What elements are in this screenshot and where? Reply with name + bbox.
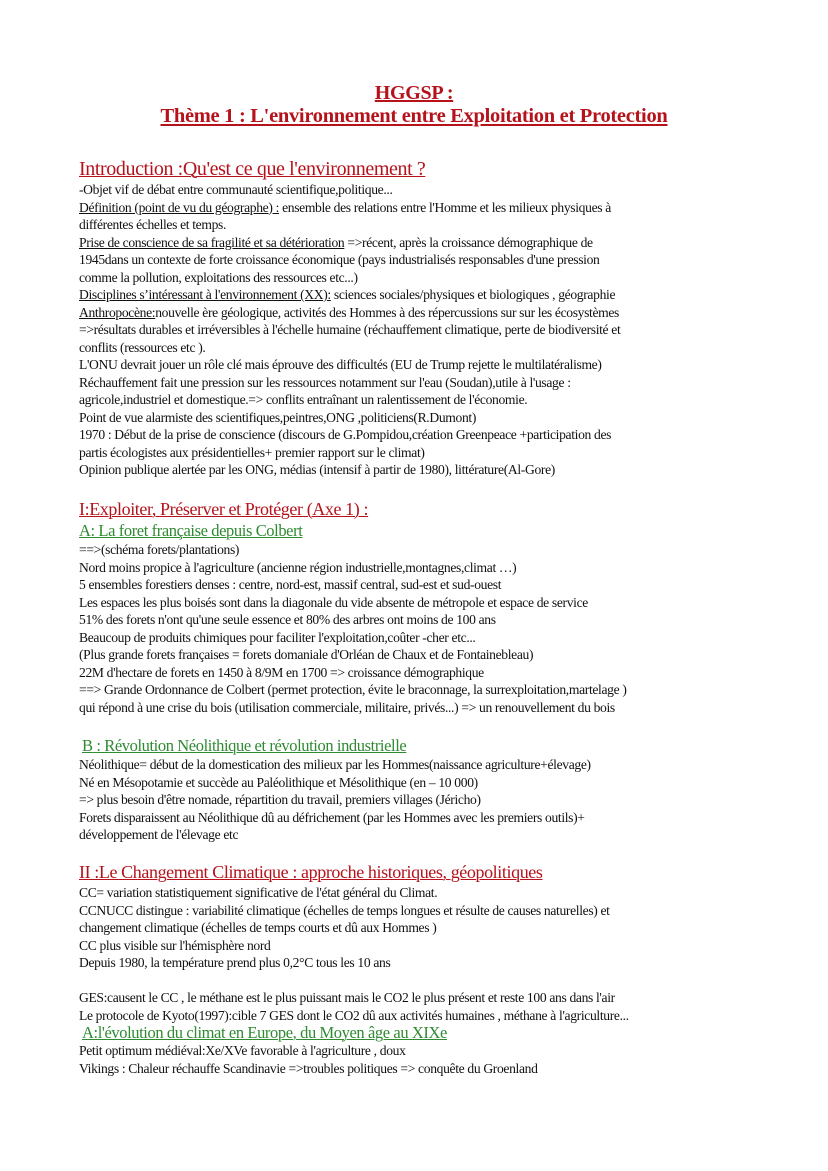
text-line bbox=[79, 391, 799, 409]
heading-part-1: I:Exploiter, Préserver et Protéger (Axe 1) : bbox=[79, 499, 369, 519]
text-segment: CC= variation statistiquement significative de l'état général du Climat. bbox=[79, 885, 438, 900]
text-segment: ==> Grande Ordonnance de Colbert (permet protection, évite le braconnage, la surrexploitation,martelage ) bbox=[79, 682, 627, 697]
blank-line bbox=[79, 972, 799, 990]
text-line bbox=[79, 809, 802, 827]
text-line bbox=[79, 251, 799, 269]
text-segment: 1970 : Début de la prise de conscience (discours de G.Pompidou,création Greenpeace +participation des bbox=[79, 427, 612, 442]
text-line bbox=[79, 646, 799, 664]
text-segment: 1945dans un contexte de forte croissance économique (pays industrialisés responsables d'une pression bbox=[79, 252, 600, 267]
section-part-2 bbox=[79, 860, 799, 1077]
text-line bbox=[79, 791, 802, 809]
part-1-a-body bbox=[79, 541, 799, 716]
text-line bbox=[79, 1042, 799, 1060]
text-line bbox=[79, 629, 799, 647]
text-line bbox=[79, 559, 799, 577]
part-1-b-body bbox=[79, 756, 802, 844]
text-segment: -Objet vif de débat entre communauté scientifique,politique... bbox=[79, 182, 393, 197]
text-line bbox=[79, 1007, 799, 1025]
text-line bbox=[79, 321, 799, 339]
text-segment: Vikings : Chaleur réchauffe Scandinavie =>troubles politiques => conquête du Groenland bbox=[79, 1060, 538, 1076]
text-segment: Néolithique= début de la domestication des milieux par les Hommes(naissance agriculture+élevage) bbox=[79, 757, 591, 772]
text-line bbox=[79, 699, 799, 717]
text-segment: agricole,industriel et domestique.=> conflits entraînant un ralentissement de l'économie. bbox=[79, 392, 528, 407]
text-segment: Le protocole de Kyoto(1997):cible 7 GES dont le CO2 dû aux activités humaines , méthane à l'agriculture... bbox=[79, 1007, 629, 1023]
heading-introduction: Introduction :Qu'est ce que l'environnement ? bbox=[79, 158, 426, 180]
text-line bbox=[79, 234, 799, 252]
text-segment: CC plus visible sur l'hémisphère nord bbox=[79, 937, 271, 953]
heading-part-1-b: B : Révolution Néolithique et révolution industrielle bbox=[82, 736, 407, 755]
text-segment: changement climatique (échelles de temps courts et dû aux Hommes ) bbox=[79, 920, 437, 935]
text-line bbox=[79, 356, 799, 374]
text-line bbox=[79, 902, 799, 920]
text-segment: Les espaces les plus boisés sont dans la diagonale du vide absente de métropole et espace de service bbox=[79, 594, 588, 610]
part-2-a-body bbox=[79, 1042, 799, 1077]
text-line bbox=[79, 774, 802, 792]
text-line bbox=[79, 181, 799, 199]
text-segment: L'ONU devrait jouer un rôle clé mais éprouve des difficultés (EU de Trump rejette le multilatéralisme) bbox=[79, 357, 602, 372]
text-line bbox=[79, 426, 799, 444]
heading-part-2: II :Le Changement Climatique : approche historiques, géopolitiques bbox=[79, 862, 543, 882]
text-line bbox=[79, 286, 799, 304]
part-2-body bbox=[79, 884, 799, 1024]
heading-part-1-a: A: La foret française depuis Colbert bbox=[79, 521, 303, 540]
text-segment: Point de vue alarmiste des scientifiques,peintres,ONG ,politiciens(R.Dumont) bbox=[79, 409, 476, 425]
text-line bbox=[79, 216, 799, 234]
underlined-term: Prise de conscience de sa fragilité et sa détérioration bbox=[79, 234, 345, 250]
underlined-term: Définition (point de vu du géographe) : bbox=[79, 199, 280, 215]
text-line bbox=[79, 374, 799, 392]
section-introduction bbox=[79, 157, 799, 479]
text-segment: Beaucoup de produits chimiques pour faciliter l'exploitation,coûter -cher etc... bbox=[79, 629, 476, 645]
text-segment: développement de l'élevage etc bbox=[79, 827, 239, 842]
text-segment: GES:causent le CC , le méthane est le plus puissant mais le CO2 le plus présent et reste 100 ans dans l'air bbox=[79, 990, 615, 1005]
text-line bbox=[79, 954, 799, 972]
text-segment: conflits (ressources etc ). bbox=[79, 339, 206, 355]
text-line bbox=[79, 461, 799, 479]
text-line bbox=[79, 664, 799, 682]
text-line bbox=[79, 681, 799, 699]
text-segment: ==>(schéma forets/plantations) bbox=[79, 542, 240, 557]
text-line bbox=[79, 826, 802, 844]
text-line bbox=[79, 199, 799, 217]
introduction-body bbox=[79, 181, 799, 479]
text-segment: qui répond à une crise du bois (utilisation commerciale, militaire, privés...) => un renouvellement du bois bbox=[79, 699, 615, 715]
text-line bbox=[79, 339, 799, 357]
text-segment: différentes échelles et temps. bbox=[79, 217, 227, 232]
text-line bbox=[79, 304, 799, 322]
text-line bbox=[79, 756, 802, 774]
document-subtitle: Thème 1 : L'environnement entre Exploitation et Protection bbox=[160, 105, 668, 127]
text-line bbox=[79, 444, 799, 462]
text-segment: 5 ensembles forestiers denses : centre, nord-est, massif central, sud-est et sud-ouest bbox=[79, 577, 502, 592]
text-line bbox=[79, 409, 799, 427]
text-line bbox=[79, 269, 799, 287]
section-part-1-b bbox=[79, 736, 802, 844]
text-segment: Opinion publique alertée par les ONG, médias (intensif à partir de 1980), littérature(Al-Gore) bbox=[79, 462, 555, 477]
document-title: HGGSP : bbox=[374, 82, 454, 104]
text-segment: 22M d'hectare de forets en 1450 à 8/9M en 1700 => croissance démographique bbox=[79, 664, 484, 680]
text-segment: sciences sociales/physiques et biologiques , géographie bbox=[330, 287, 616, 302]
text-segment: =>résultats durables et irréversibles à l'échelle humaine (réchauffement climatique, perte de biodiversité et bbox=[79, 322, 621, 337]
text-segment: =>récent, après la croissance démographique de bbox=[344, 234, 593, 250]
text-line bbox=[79, 541, 799, 559]
text-line bbox=[79, 611, 799, 629]
text-line bbox=[79, 594, 799, 612]
underlined-term: Anthropocène: bbox=[79, 304, 156, 320]
text-segment: Réchauffement fait une pression sur les ressources notamment sur l'eau (Soudan),utile à l'usage : bbox=[79, 374, 571, 390]
text-line bbox=[79, 884, 799, 902]
text-line bbox=[79, 1060, 799, 1078]
text-line bbox=[79, 937, 799, 955]
text-segment: 51% des forets n'ont qu'une seule essence et 80% des arbres ont moins de 100 ans bbox=[79, 612, 496, 627]
text-segment: partis écologistes aux présidentielles+ premier rapport sur le climat) bbox=[79, 444, 425, 460]
text-line bbox=[79, 576, 799, 594]
text-segment: Forets disparaissent au Néolithique dû au défrichement (par les Hommes avec les premiers outils)+ bbox=[79, 809, 585, 825]
text-segment: comme la pollution, exploitations des ressources etc...) bbox=[79, 269, 358, 285]
text-segment: Depuis 1980, la température prend plus 0,2°C tous les 10 ans bbox=[79, 955, 391, 970]
text-segment: Petit optimum médiéval:Xe/XVe favorable à l'agriculture , doux bbox=[79, 1043, 406, 1058]
text-segment: Nord moins propice à l'agriculture (ancienne région industrielle,montagnes,climat …) bbox=[79, 559, 517, 575]
section-part-1 bbox=[79, 498, 799, 716]
heading-part-2-a: A:l'évolution du climat en Europe, du Moyen âge au XIXe bbox=[82, 1023, 447, 1042]
underlined-term: Disciplines s’intéressant à l'environnement (XX): bbox=[79, 287, 331, 302]
text-segment: Né en Mésopotamie et succède au Paléolithique et Mésolithique (en – 10 000) bbox=[79, 774, 478, 790]
text-segment: CCNUCC distingue : variabilité climatique (échelles de temps longues et résulte de causes naturelles) et bbox=[79, 902, 610, 918]
text-segment: nouvelle ère géologique, activités des Hommes à des répercussions sur sur les écosystèmes bbox=[155, 304, 619, 320]
text-segment: ensemble des relations entre l'Homme et les milieux physiques à bbox=[279, 199, 611, 215]
text-segment: (Plus grande forets françaises = forets domaniale d'Orléan de Chaux et de Fontainebleau) bbox=[79, 647, 534, 662]
text-segment: => plus besoin d'être nomade, répartition du travail, premiers villages (Jéricho) bbox=[79, 792, 481, 807]
text-line bbox=[79, 919, 799, 937]
text-line bbox=[79, 989, 799, 1007]
